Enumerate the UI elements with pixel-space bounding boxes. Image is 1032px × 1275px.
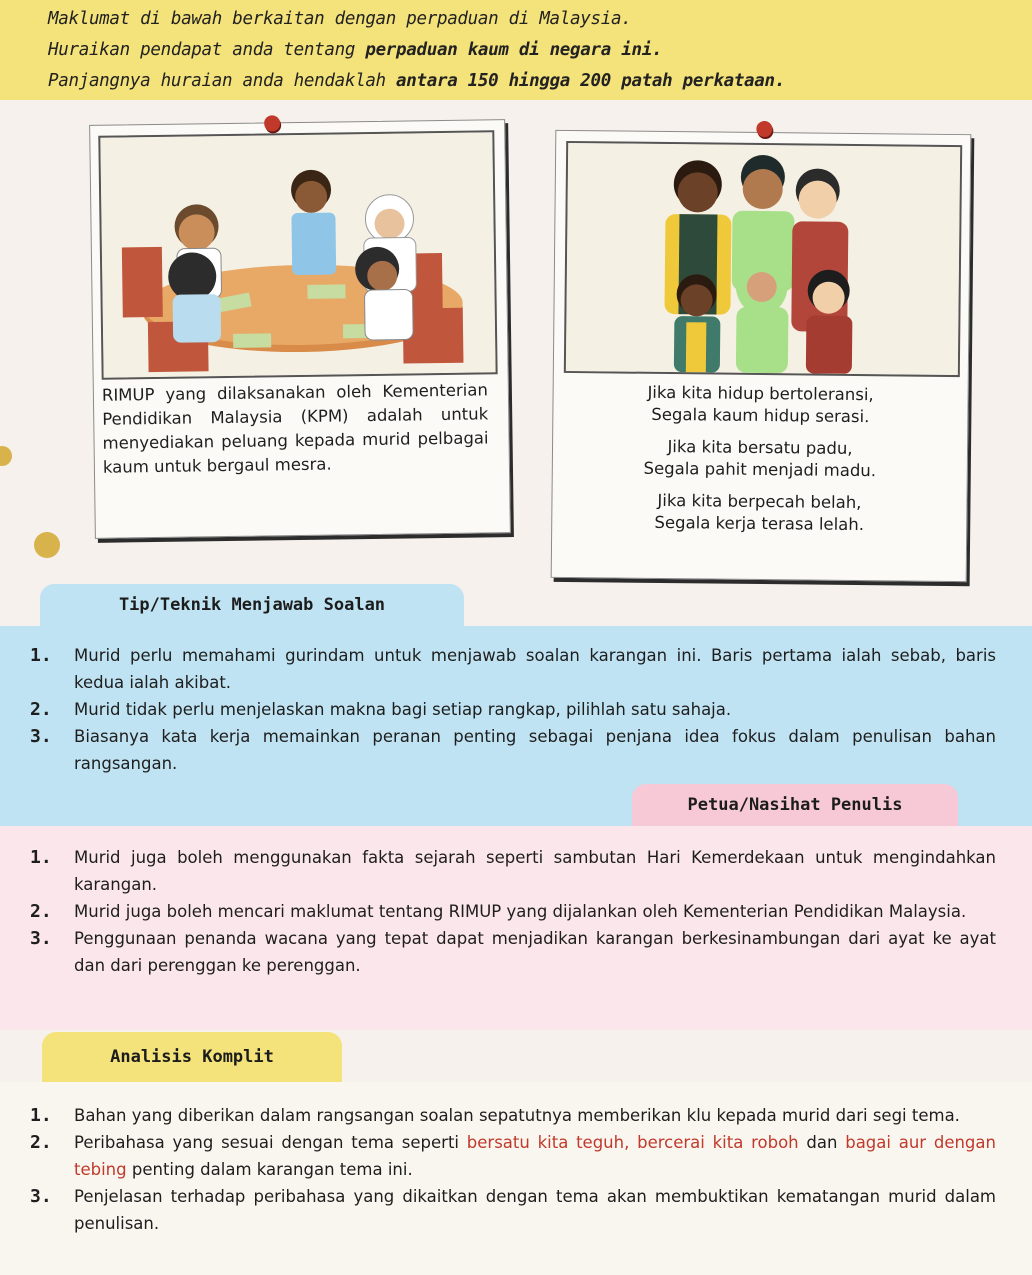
instruction-line-2: Huraikan pendapat anda tentang perpaduan kaum di negara ini. <box>48 40 663 60</box>
analisis-panel <box>0 1082 1032 1275</box>
poem-line: Jika kita berpecah belah, <box>657 490 862 513</box>
rimup-caption: RIMUP yang dilaksanakan oleh Kementerian Pendidikan Malaysia (KPM) adalah untuk menyediakan peluang kepada murid pelbagai kaum untuk bergaul mesra. <box>101 380 489 477</box>
tip-item: 1. Murid perlu memahami gurindam untuk menjawab soalan karangan ini. Baris pertama ialah sebab, baris kedua ialah akibat. <box>30 645 996 692</box>
peribahasa-highlight: bagai aur dengan tebing <box>74 1133 996 1179</box>
analisis-item: 3. Penjelasan terhadap peribahasa yang dikaitkan dengan tema akan membuktikan kematangan murid dalam penulisan. <box>30 1186 996 1233</box>
tip-item: 2. Murid tidak perlu menjelaskan makna bagi setiap rangkap, pilihlah satu sahaja. <box>30 699 732 720</box>
students-table-illustration <box>98 130 497 380</box>
children-group-illustration <box>564 141 962 377</box>
decorative-dot <box>0 446 12 466</box>
petua-item: 2. Murid juga boleh mencari maklumat tentang RIMUP yang dijalankan oleh Kementerian Pendidikan Malaysia. <box>30 901 967 922</box>
peribahasa-highlight: bersatu kita teguh, bercerai kita roboh <box>466 1133 799 1152</box>
children-group-drawing <box>566 143 960 375</box>
gurindam-poem <box>552 381 968 537</box>
gurindam-card <box>551 130 972 582</box>
tip-heading: Tip/Teknik Menjawab Soalan <box>40 584 464 626</box>
decorative-dot <box>34 532 60 558</box>
instruction-line-3: Panjangnya huraian anda hendaklah antara 150 hingga 200 patah perkataan. <box>48 71 785 91</box>
students-table-drawing <box>100 132 495 377</box>
analisis-item: 2. Peribahasa yang sesuai dengan tema seperti bersatu kita teguh, bercerai kita roboh dan bagai aur dengan tebing penting dalam karangan tema ini. <box>30 1132 996 1179</box>
instruction-line-1: Maklumat di bawah berkaitan dengan perpaduan di Malaysia. <box>48 9 632 29</box>
poem-line: Segala kerja terasa lelah. <box>654 512 865 535</box>
instruction-band <box>0 0 1032 100</box>
poem-line: Segala pahit menjadi madu. <box>643 458 877 481</box>
pin-icon <box>756 121 772 137</box>
petua-panel <box>0 826 1032 1030</box>
petua-item: 1. Murid juga boleh menggunakan fakta sejarah seperti sambutan Hari Kemerdekaan untuk mengindahkan karangan. <box>30 847 996 894</box>
pin-icon <box>264 115 280 131</box>
tip-item: 3. Biasanya kata kerja memainkan peranan penting sebagai penjana idea fokus dalam penulisan bahan rangsangan. <box>30 726 996 773</box>
petua-item: 3. Penggunaan penanda wacana yang tepat dapat menjadikan karangan berkesinambungan dari ayat ke ayat dan dari perenggan ke perenggan. <box>30 928 996 975</box>
petua-heading: Petua/Nasihat Penulis <box>632 784 958 826</box>
poem-line: Segala kaum hidup serasi. <box>651 404 870 427</box>
analisis-item: 1. Bahan yang diberikan dalam rangsangan soalan sepatutnya memberikan klu kepada murid dari segi tema. <box>30 1105 960 1126</box>
analisis-heading: Analisis Komplit <box>42 1032 342 1082</box>
rimup-card <box>89 119 511 539</box>
poem-line: Jika kita bersatu padu, <box>667 437 853 458</box>
poem-line: Jika kita hidup bertoleransi, <box>647 382 874 405</box>
